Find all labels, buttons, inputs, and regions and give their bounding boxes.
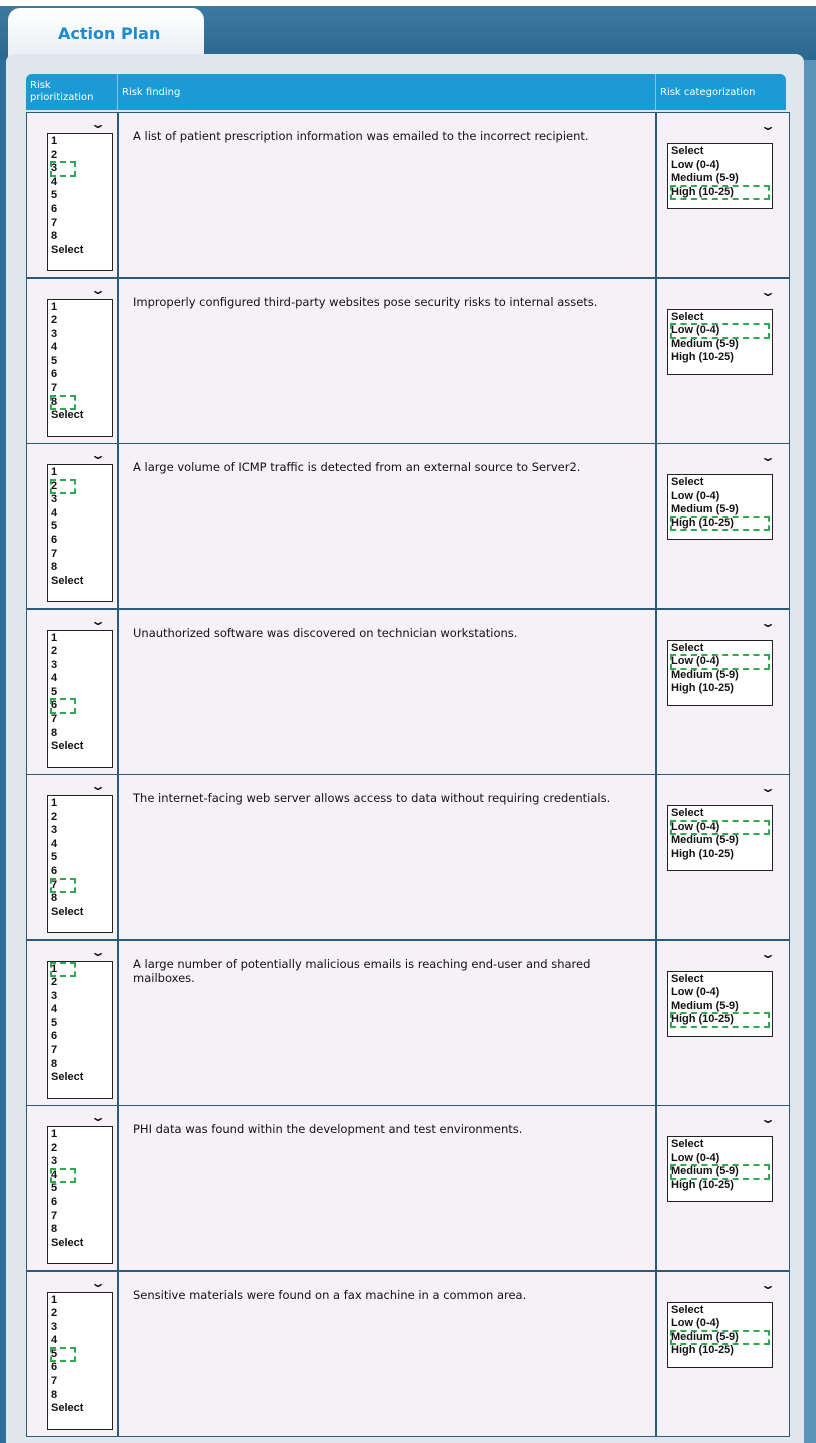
table-row [26,1105,790,1271]
category-option[interactable]: Low (0-4) [671,1151,720,1164]
category-option[interactable]: High (10-25) [671,186,769,200]
priority-option[interactable]: 4 [51,506,58,519]
priority-option[interactable]: 8 [51,396,75,410]
finding-cell [118,112,656,278]
finding-cell [118,774,656,940]
categorization-cell [656,278,790,444]
chevron-down-icon[interactable]: ⌄ [759,1112,777,1126]
priority-option[interactable]: 5 [51,189,58,202]
category-option[interactable]: Medium (5-9) [671,172,739,185]
category-listbox[interactable] [667,143,773,209]
priority-option[interactable]: 7 [51,547,58,560]
category-option[interactable]: High (10-25) [671,517,769,531]
priority-option[interactable]: 1 [51,1128,58,1140]
category-option[interactable]: Medium (5-9) [671,1331,769,1345]
categorization-cell [656,1271,790,1437]
category-option[interactable]: Medium (5-9) [671,1165,769,1179]
priority-option[interactable]: 8 [51,892,58,905]
category-option[interactable]: Low (0-4) [671,1317,720,1330]
table-row [26,443,790,609]
table-row [26,278,790,444]
category-listbox[interactable] [667,640,773,706]
category-option[interactable]: Select [671,145,704,157]
priority-option[interactable]: 5 [51,1182,58,1195]
category-listbox[interactable] [667,1302,773,1368]
priority-option[interactable]: 3 [51,824,58,837]
finding-text: A large number of potentially malicious emails is reaching end-user and shared mailboxes. [133,956,591,985]
category-listbox[interactable] [667,474,773,540]
priority-option[interactable]: 2 [51,645,58,658]
chevron-down-icon[interactable]: ⌄ [759,781,777,795]
category-option[interactable]: Select [671,310,704,323]
priority-option[interactable]: 3 [51,1155,58,1168]
category-listbox[interactable] [667,805,773,871]
tab-title: Action Plan [58,24,161,43]
priority-option[interactable]: 1 [51,466,58,478]
priority-option[interactable]: 2 [51,148,58,161]
priority-option[interactable]: 7 [51,216,58,229]
priority-option[interactable]: 2 [51,480,75,494]
priority-listbox[interactable] [47,464,113,602]
chevron-down-icon[interactable]: ⌄ [89,1110,107,1124]
category-option[interactable]: Select [671,1303,704,1316]
priority-option[interactable]: Select [51,243,84,256]
header-categorization: Risk categorization [660,86,756,98]
priority-option[interactable]: 1 [51,963,75,977]
prioritization-cell [26,1271,118,1437]
finding-cell [118,940,656,1106]
priority-option[interactable]: 1 [51,300,58,313]
priority-option[interactable]: 4 [51,341,58,354]
priority-option[interactable]: 7 [51,879,75,893]
priority-option[interactable]: 5 [51,520,58,533]
category-listbox[interactable] [667,971,773,1037]
category-option[interactable]: Low (0-4) [671,821,769,835]
table-row [26,940,790,1106]
priority-option[interactable]: 7 [51,1044,58,1057]
chevron-down-icon[interactable]: ⌄ [759,615,777,630]
category-option[interactable]: Medium (5-9) [671,503,739,516]
priority-option[interactable]: Select [51,574,84,587]
category-option[interactable]: Select [671,476,704,488]
priority-option[interactable]: Select [51,740,84,753]
priority-option[interactable]: 4 [51,1169,75,1183]
priority-option[interactable]: 5 [51,685,58,698]
priority-option[interactable]: Select [51,1402,84,1415]
prioritization-cell [26,940,118,1106]
category-listbox[interactable] [667,309,773,375]
priority-option[interactable]: 7 [51,1209,58,1222]
finding-cell [118,278,656,444]
prioritization-cell [26,112,118,278]
priority-listbox[interactable] [47,133,113,271]
finding-text: A list of patient prescription information was emailed to the incorrect recipient. [133,129,589,143]
categorization-cell [656,112,790,278]
priority-option[interactable]: Select [51,409,84,422]
category-option[interactable]: Low (0-4) [671,158,720,171]
category-option[interactable]: Low (0-4) [671,489,720,502]
priority-option[interactable]: 4 [51,1334,58,1347]
header-prioritization: Risk prioritization [26,74,118,110]
finding-text: Unauthorized software was discovered on technician workstations. [133,625,518,640]
categorization-cell [656,1105,790,1271]
categorization-cell [656,443,790,609]
prioritization-cell [26,774,118,940]
table-header [26,74,786,110]
tab-action-plan[interactable] [8,8,204,60]
priority-listbox[interactable] [47,795,113,933]
category-option[interactable]: Medium (5-9) [671,834,739,847]
priority-option[interactable]: 4 [51,175,58,188]
chevron-down-icon[interactable]: ⌄ [89,282,107,297]
priority-option[interactable]: 6 [51,864,58,877]
priority-option[interactable]: 4 [51,672,58,685]
priority-option[interactable]: 1 [51,631,58,644]
chevron-down-icon[interactable]: ⌄ [89,613,107,628]
finding-text: Sensitive materials were found on a fax machine in a common area. [133,1287,527,1302]
chevron-down-icon[interactable]: ⌄ [89,779,107,793]
category-option[interactable]: Low (0-4) [671,986,720,999]
category-option[interactable]: Medium (5-9) [671,999,739,1012]
priority-listbox[interactable] [47,961,113,1099]
priority-option[interactable]: 4 [51,837,58,850]
priority-option[interactable]: 8 [51,1057,58,1070]
chevron-down-icon[interactable]: ⌄ [759,1277,777,1292]
category-option[interactable]: Medium (5-9) [671,337,739,350]
chevron-down-icon[interactable]: ⌄ [89,944,107,959]
category-option[interactable]: Select [671,807,704,819]
priority-option[interactable]: 5 [51,851,58,864]
finding-text: The internet-facing web server allows access to data without requiring credentials. [133,791,611,805]
category-option[interactable]: Select [671,1138,704,1150]
priority-option[interactable]: 6 [51,1195,58,1208]
priority-listbox[interactable] [47,299,113,437]
priority-option[interactable]: 3 [51,989,58,1002]
priority-option[interactable]: 2 [51,314,58,327]
priority-option[interactable]: 6 [51,699,75,713]
priority-listbox[interactable] [47,1126,113,1264]
finding-text: PHI data was found within the development and test environments. [133,1122,523,1136]
finding-cell [118,1105,656,1271]
priority-option[interactable]: 2 [51,1307,58,1320]
priority-option[interactable]: Select [51,1236,84,1249]
finding-text: A large volume of ICMP traffic is detected from an external source to Server2. [133,460,581,474]
priority-option[interactable]: 8 [51,726,58,739]
priority-option[interactable]: Select [51,905,84,918]
prioritization-cell [26,1105,118,1271]
prioritization-cell [26,609,118,775]
chevron-down-icon[interactable]: ⌄ [89,117,107,131]
chevron-down-icon[interactable]: ⌄ [89,448,107,462]
category-option[interactable]: Low (0-4) [671,655,769,669]
finding-text: Improperly configured third-party websites pose security risks to internal assets. [133,294,598,309]
category-option[interactable]: Select [671,641,704,654]
priority-option[interactable]: 3 [51,658,58,671]
category-option[interactable]: Low (0-4) [671,324,769,338]
chevron-down-icon[interactable]: ⌄ [759,119,777,133]
prioritization-cell [26,278,118,444]
priority-option[interactable]: 7 [51,1375,58,1388]
priority-option[interactable]: 8 [51,561,58,574]
priority-option[interactable]: 4 [51,1003,58,1016]
priority-option[interactable]: 6 [51,1030,58,1043]
priority-option[interactable]: 8 [51,1388,58,1401]
priority-option[interactable]: 5 [51,1348,75,1362]
priority-option[interactable]: 2 [51,976,58,989]
priority-option[interactable]: 6 [51,202,58,215]
header-finding: Risk finding [118,74,656,110]
priority-option[interactable]: 7 [51,713,58,726]
priority-option[interactable]: 8 [51,1223,58,1236]
finding-cell [118,609,656,775]
category-listbox[interactable] [667,1136,773,1202]
priority-option[interactable]: 2 [51,1141,58,1154]
priority-option[interactable]: 2 [51,810,58,823]
table-row [26,609,790,775]
chevron-down-icon[interactable]: ⌄ [759,450,777,464]
priority-option[interactable]: 1 [51,135,58,147]
table-row [26,774,790,940]
priority-option[interactable]: 3 [51,327,58,340]
priority-listbox[interactable] [47,1292,113,1430]
priority-listbox[interactable] [47,630,113,768]
categorization-cell [656,609,790,775]
chevron-down-icon[interactable]: ⌄ [759,284,777,299]
category-option[interactable]: High (10-25) [671,1344,734,1357]
category-option[interactable]: Medium (5-9) [671,668,739,681]
category-option[interactable]: High (10-25) [671,847,734,860]
priority-option[interactable]: 6 [51,368,58,381]
table-row [26,112,790,278]
priority-option[interactable]: 3 [51,162,75,176]
priority-option[interactable]: 6 [51,533,58,546]
categorization-cell [656,940,790,1106]
priority-option[interactable]: 8 [51,230,58,243]
chevron-down-icon[interactable]: ⌄ [759,946,777,961]
priority-option[interactable]: 3 [51,493,58,506]
priority-option[interactable]: Select [51,1071,84,1084]
category-option[interactable]: High (10-25) [671,682,734,695]
priority-option[interactable]: 5 [51,1016,58,1029]
priority-option[interactable]: 5 [51,354,58,367]
finding-cell [118,1271,656,1437]
priority-option[interactable]: 6 [51,1361,58,1374]
chevron-down-icon[interactable]: ⌄ [89,1275,107,1290]
categorization-cell [656,774,790,940]
category-option[interactable]: Select [671,972,704,985]
category-option[interactable]: High (10-25) [671,1178,734,1191]
priority-option[interactable]: 7 [51,382,58,395]
table-row [26,1271,790,1437]
priority-option[interactable]: 1 [51,1293,58,1306]
priority-option[interactable]: 3 [51,1320,58,1333]
prioritization-cell [26,443,118,609]
finding-cell [118,443,656,609]
priority-option[interactable]: 1 [51,797,58,809]
category-option[interactable]: High (10-25) [671,351,734,364]
category-option[interactable]: High (10-25) [671,1013,769,1027]
